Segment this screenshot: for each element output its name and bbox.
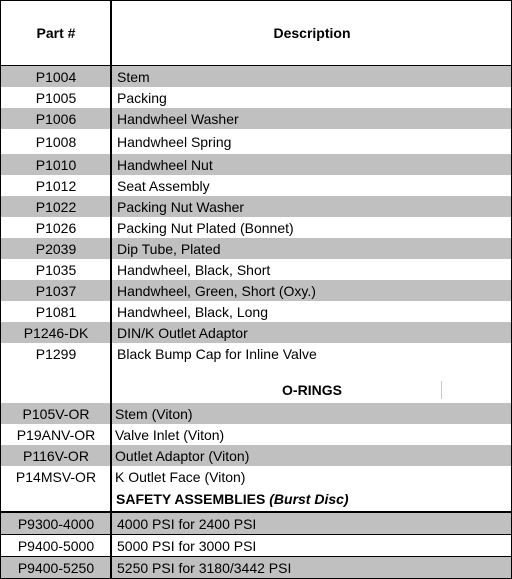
part-number: P9400-5000 xyxy=(17,537,95,554)
part-number: P116V-OR xyxy=(23,447,89,464)
part-number: P1008 xyxy=(35,133,77,150)
part-number: P105V-OR xyxy=(22,405,90,422)
part-number: P1299 xyxy=(35,345,77,362)
part-description: Handwheel Nut xyxy=(117,156,213,173)
part-description: DIN/K Outlet Adaptor xyxy=(117,324,248,341)
section-title: O-RINGS xyxy=(282,382,342,398)
table-row xyxy=(1,108,511,129)
table-row xyxy=(1,466,511,487)
part-number: P2039 xyxy=(35,240,77,257)
part-number: P1246-DK xyxy=(23,324,89,341)
part-number: P1081 xyxy=(35,303,77,320)
part-number: P1006 xyxy=(35,110,77,127)
section-subtitle: (Burst Disc) xyxy=(269,491,349,507)
part-description: Outlet Adaptor (Viton) xyxy=(115,447,250,464)
table-header xyxy=(1,1,511,65)
table-row xyxy=(1,154,511,175)
part-description: Dip Tube, Plated xyxy=(117,240,221,257)
table-row xyxy=(1,238,511,259)
part-number: P1010 xyxy=(35,156,77,173)
table-row xyxy=(1,301,511,322)
table-row xyxy=(1,557,511,578)
part-description: Handwheel Washer xyxy=(117,110,239,127)
table-row xyxy=(1,535,511,556)
part-number: P1026 xyxy=(35,219,77,236)
table-row xyxy=(1,424,511,445)
part-description: Handwheel, Green, Short (Oxy.) xyxy=(117,282,316,299)
part-description: Handwheel Spring xyxy=(117,133,232,150)
table-row xyxy=(1,259,511,280)
part-description: Packing Nut Washer xyxy=(117,198,245,215)
column-divider xyxy=(110,1,112,578)
table-row xyxy=(1,513,511,534)
header-part-number: Part # xyxy=(36,25,76,41)
part-number: P1035 xyxy=(35,261,77,278)
part-description: Handwheel, Black, Long xyxy=(117,303,268,320)
table-row xyxy=(1,87,511,108)
part-number: P1022 xyxy=(35,198,77,215)
table-row xyxy=(1,66,511,87)
part-description: Packing Nut Plated (Bonnet) xyxy=(117,219,294,236)
table-row xyxy=(1,322,511,343)
part-description: 4000 PSI for 2400 PSI xyxy=(117,515,257,532)
table-row xyxy=(1,445,511,466)
table-row xyxy=(1,343,511,364)
part-description: Seat Assembly xyxy=(117,177,210,194)
header-description: Description xyxy=(273,25,351,41)
section-header-orings xyxy=(1,376,511,404)
part-number: P9300-4000 xyxy=(17,515,95,532)
part-number: P1005 xyxy=(35,89,77,106)
part-number: P19ANV-OR xyxy=(16,426,96,443)
part-description: Stem xyxy=(117,68,150,85)
part-description: Packing xyxy=(117,89,167,106)
section-header-safety xyxy=(1,487,511,511)
cell-gridline xyxy=(441,381,442,399)
part-number: P14MSV-OR xyxy=(15,468,97,485)
part-description: Stem (Viton) xyxy=(115,405,193,422)
part-description: 5000 PSI for 3000 PSI xyxy=(117,537,257,554)
section-title xyxy=(116,487,349,511)
part-number: P9400-5250 xyxy=(17,559,95,576)
part-description: Valve Inlet (Viton) xyxy=(115,426,225,443)
table-row xyxy=(1,129,511,154)
table-row xyxy=(1,280,511,301)
part-description: Handwheel, Black, Short xyxy=(117,261,271,278)
table-row xyxy=(1,217,511,238)
table-row xyxy=(1,175,511,196)
part-description: 5250 PSI for 3180/3442 PSI xyxy=(117,559,292,576)
part-description: K Outlet Face (Viton) xyxy=(115,468,246,485)
part-number: P1004 xyxy=(35,68,77,85)
section-title-text: SAFETY ASSEMBLIES xyxy=(116,491,266,507)
part-number: P1012 xyxy=(35,177,77,194)
table-row xyxy=(1,196,511,217)
part-description: Black Bump Cap for Inline Valve xyxy=(117,345,317,362)
part-number: P1037 xyxy=(35,282,77,299)
table-row xyxy=(1,403,511,424)
